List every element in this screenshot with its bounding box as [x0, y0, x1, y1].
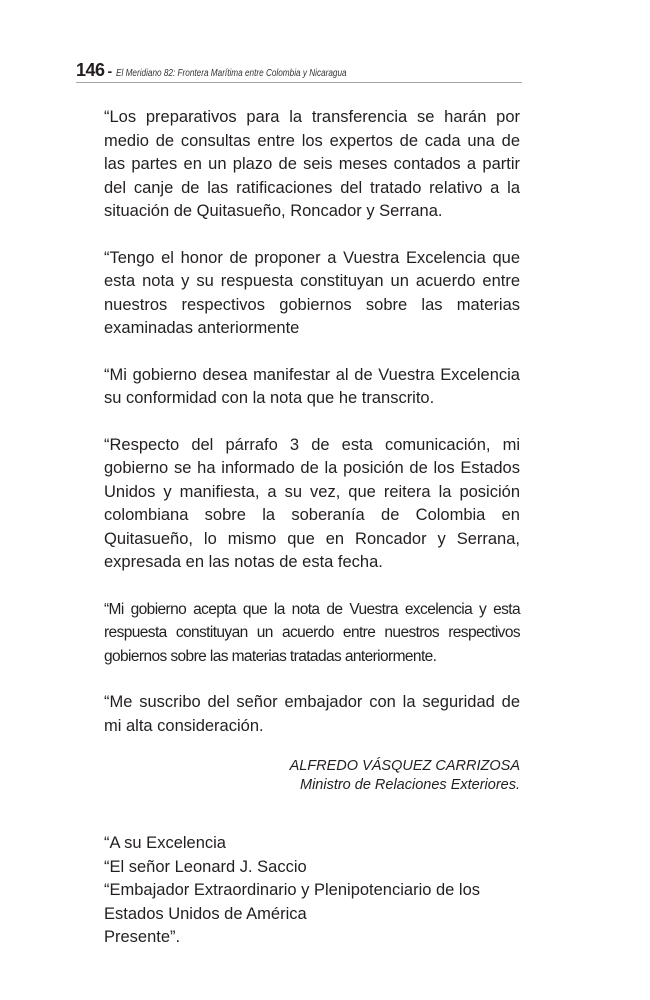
address-line: Estados Unidos de América	[104, 904, 307, 923]
address-line: “El señor Leonard J. Saccio	[104, 857, 307, 876]
paragraph-closing: “Me suscribo del señor embajador con la seguridad de mi alta consideración.	[104, 693, 520, 735]
address-line: Presente”.	[104, 928, 181, 946]
signatory-name: ALFREDO VÁSQUEZ CARRIZOSA	[289, 758, 520, 774]
signature-block	[104, 757, 520, 795]
paragraph-conformity: “Mi gobierno desea manifestar al de Vuestra Excelencia su conformidad con la nota que he transcrito.	[104, 365, 520, 407]
signatory-title: Ministro de Relaciones Exteriores.	[299, 777, 520, 793]
address-line: “Embajador Extraordinario y Plenipotenciario de los	[104, 881, 481, 899]
header-separator: -	[107, 63, 113, 79]
page-header	[76, 60, 522, 83]
page-body	[104, 106, 520, 950]
paragraph-transfer: “Los preparativos para la transferencia se harán por medio de consultas entre los expertos de cada una de las partes en un plazo de seis meses contados a partir del canje de las ratificaciones del tratado relativo a la situación de Quitasueño, Roncador y Serrana.	[104, 108, 520, 220]
address-line: “A su Excelencia	[104, 834, 226, 852]
page-number: 146	[76, 60, 105, 80]
running-title: El Meridiano 82: Frontera Marítima entre Colombia y Nicaragua	[116, 68, 347, 79]
address-block	[104, 832, 520, 950]
paragraph-sovereignty: “Respecto del párrafo 3 de esta comunicación, mi gobierno se ha informado de la posición de los Estados Unidos y manifiesta, a su vez, que reitera la posición colombiana sobre la soberanía de Colombia en Quitasueño, lo mismo que en Roncador y Serrana, expresada en las notas de esta fecha.	[104, 435, 520, 571]
paragraph-proposal: “Tengo el honor de proponer a Vuestra Excelencia que esta nota y su respuesta constituyan un acuerdo entre nuestros respectivos gobiernos sobre las materias examinadas anteriormente	[104, 248, 520, 337]
paragraph-acceptance: “Mi gobierno acepta que la nota de Vuestra excelencia y esta respuesta constituyan un acuerdo entre nuestros respectivos gobiernos sobre las materias tratadas anteriormente.	[104, 600, 520, 665]
